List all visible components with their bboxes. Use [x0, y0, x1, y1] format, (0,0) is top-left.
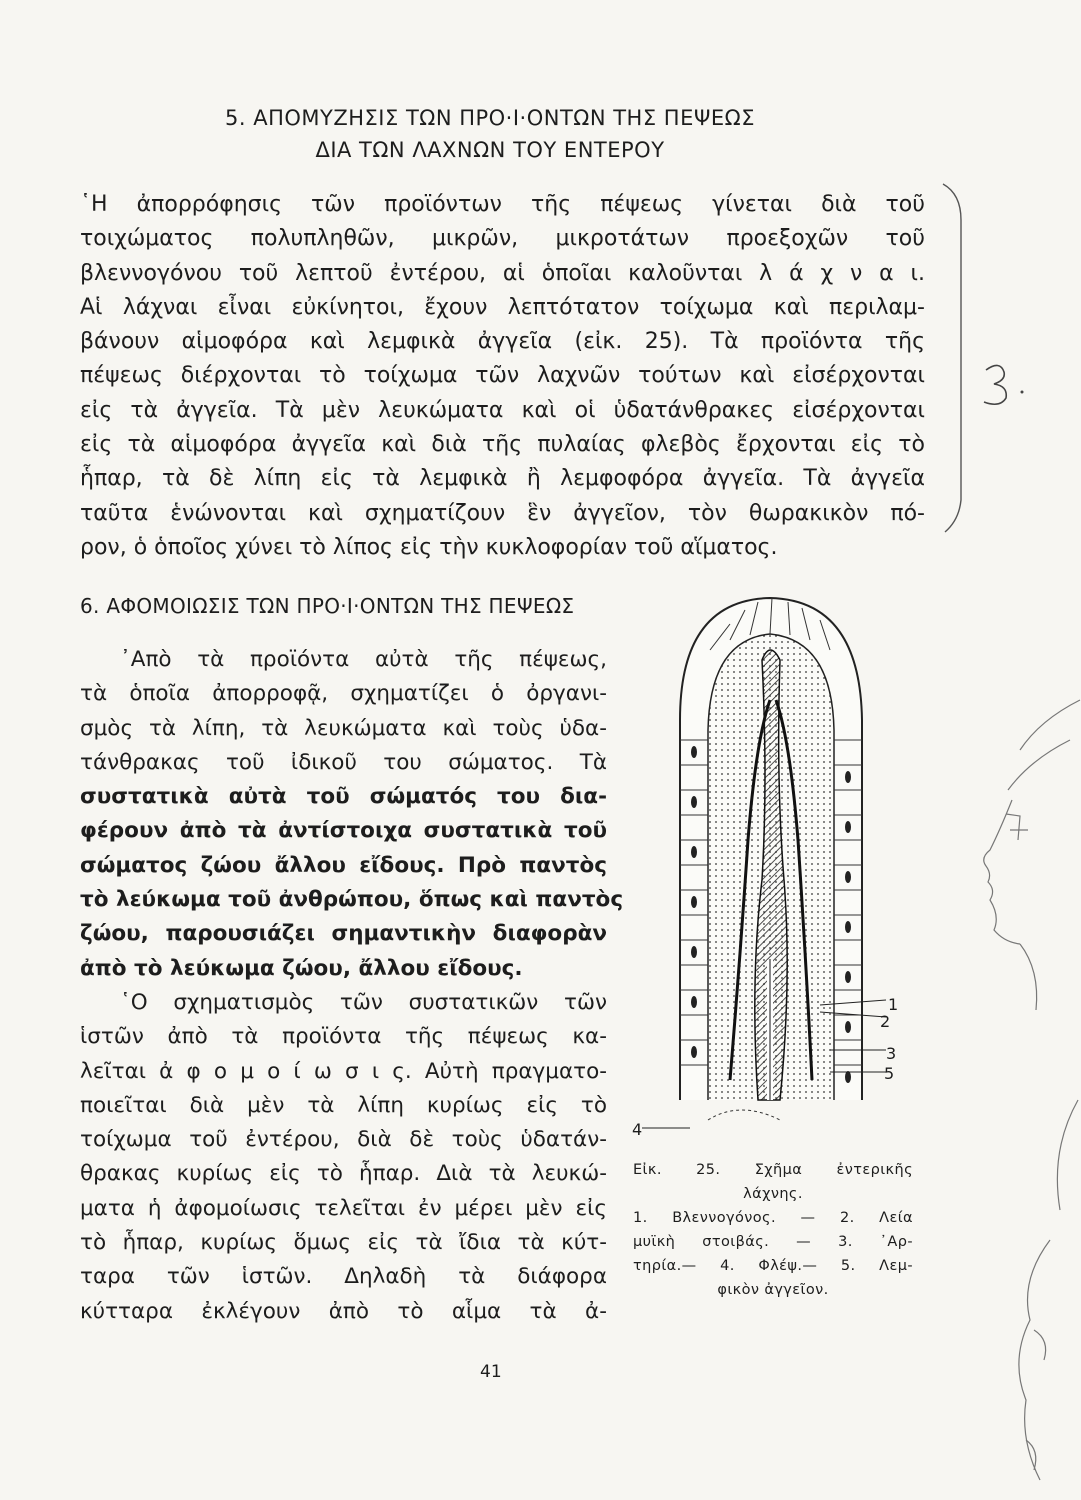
caption-line: 1. Βλεννογόνος. — 2. Λεία	[633, 1210, 913, 1226]
text-line: ἀπὸ τὸ λεύκωμα ζώου, ἄλλου εἴδους.	[80, 955, 523, 981]
section-6-title: 6. ΑΦΟΜΟΙΩΣΙΣ ΤΩΝ ΠΡΟ·Ι·ΟΝΤΩΝ ΤΗΣ ΠΕΨΕΩΣ	[80, 594, 575, 618]
text-line: τοίχωμα τοῦ ἐντέρου, διὰ δὲ τοὺς ὑδατάν-	[80, 1127, 607, 1153]
caption-line: λάχνης.	[743, 1186, 803, 1202]
text-line: σμὸς τὰ λίπη, τὰ λευκώματα καὶ τοὺς ὑδα-	[80, 715, 607, 741]
section-5-title-line-1: 5. ΑΠΟΜΥΖΗΣΙΣ ΤΩΝ ΠΡΟ·Ι·ΟΝΤΩΝ ΤΗΣ ΠΕΨΕΩΣ	[225, 106, 755, 130]
text-line: τὸ ἧπαρ, κυρίως ὅμως εἰς τὰ ἴδια τὰ κύτ-	[80, 1230, 607, 1256]
caption-line: φικὸν ἀγγεῖον.	[717, 1282, 829, 1298]
text-line: εἰς τὰ αἱμοφόρα ἀγγεῖα καὶ διὰ τῆς πυλαίας φλεβὸς ἔρχονται εἰς τὸ	[80, 432, 925, 458]
text-line: ἱστῶν ἀπὸ τὰ προϊόντα τῆς πέψεως κα-	[80, 1024, 607, 1050]
text-line: Αἱ λάχναι εἶναι εὐκίνητοι, ἔχουν λεπτότατον τοίχωμα καὶ περιλαμ-	[80, 294, 925, 320]
text-line: ρον, ὁ ὁποῖος χύνει τὸ λίπος εἰς τὴν κυκλοφορίαν τοῦ αἵματος.	[80, 534, 778, 560]
intestinal-villus-diagram	[630, 580, 920, 1140]
text-line: ποιεῖται διὰ μὲν τὰ λίπη κυρίως εἰς τὸ	[80, 1092, 607, 1118]
text-line: θρακας κυρίως εἰς τὸ ἧπαρ. Διὰ τὰ λευκώ-	[80, 1161, 607, 1187]
text-line: συστατικὰ αὐτὰ τοῦ σώματός του δια-	[80, 784, 607, 810]
section-6-paragraph	[80, 643, 624, 1329]
figure-label-2: 2	[880, 1012, 891, 1031]
text-line: ῾Ο σχηματισμὸς τῶν συστατικῶν τῶν	[120, 989, 607, 1015]
text-line: πέψεως διέρχονται τὸ τοίχωμα τῶν λαχνῶν τούτων καὶ εἰσέρχονται	[80, 363, 925, 389]
section-5-title-line-2: ΔΙΑ ΤΩΝ ΛΑΧΝΩΝ ΤΟΥ ΕΝΤΕΡΟΥ	[315, 138, 665, 162]
figure-label-4: 4	[632, 1120, 643, 1139]
figure-label-1: 1	[888, 995, 899, 1014]
figure-label-3: 3	[886, 1044, 897, 1063]
text-line: τὸ λεύκωμα τοῦ ἀνθρώπου, ὅπως καὶ παντὸς	[80, 887, 624, 913]
figure-caption	[633, 1158, 913, 1302]
pencil-profile-sketch	[960, 680, 1081, 1500]
text-line: βλεννογόνου τοῦ λεπτοῦ ἐντέρου, αἱ ὁποῖαι καλοῦνται λ ά χ ν α ι.	[80, 260, 925, 286]
text-line: ῾Η ἀπορρόφησις τῶν προϊόντων τῆς πέψεως γίνεται διὰ τοῦ	[80, 192, 925, 217]
text-line: ματα ἡ ἀφομοίωσις τελεῖται ἐν μέρει μὲν εἰς	[80, 1195, 607, 1221]
text-line: ἧπαρ, τὰ δὲ λίπη εἰς τὰ λεμφικὰ ἢ λεμφοφόρα ἀγγεῖα. Τὰ ἀγγεῖα	[80, 466, 925, 492]
text-line: σώματος ζώου ἄλλου εἴδους. Πρὸ παντὸς	[80, 852, 607, 878]
text-line: ταρα τῶν ἱστῶν. Δηλαδὴ τὰ διάφορα	[80, 1264, 607, 1290]
caption-line: μυϊκὴ στοιβάς. — 3. ᾿Αρ-	[633, 1234, 913, 1250]
text-line: ζώου, παρουσιάζει σημαντικὴν διαφορὰν	[80, 921, 607, 947]
text-line: τοιχώματος πολυπληθῶν, μικρῶν, μικροτάτων προεξοχῶν τοῦ	[80, 226, 925, 252]
caption-line: τηρία.— 4. Φλέψ.— 5. Λεμ-	[633, 1258, 913, 1274]
text-line: τάνθρακας τοῦ ἰδικοῦ του σώματος. Τὰ	[80, 749, 607, 775]
page-number: 41	[480, 1362, 502, 1382]
text-line: ταῦτα ἑνώνονται καὶ σχηματίζουν ἓν ἀγγεῖον, τὸν θωρακικὸν πό-	[80, 500, 925, 526]
caption-line: Εἰκ. 25. Σχῆμα ἐντερικῆς	[633, 1162, 913, 1178]
section-5-paragraph	[80, 188, 925, 565]
text-line: φέρουν ἀπὸ τὰ ἀντίστοιχα συστατικὰ τοῦ	[80, 818, 607, 844]
text-line: λεῖται ἀ φ ο μ ο ί ω σ ι ς. Αὐτὴ πραγματο-	[80, 1058, 607, 1084]
margin-note-numeral	[980, 360, 1030, 410]
figure-label-5: 5	[884, 1064, 895, 1083]
text-line: κύτταρα ἐκλέγουν ἀπὸ τὸ αἷμα τὰ ἀ-	[80, 1298, 607, 1324]
text-line: τὰ ὁποῖα ἀπορροφᾷ, σχηματίζει ὁ ὀργανι-	[80, 681, 607, 707]
text-line: εἰς τὰ ἀγγεῖα. Τὰ μὲν λευκώματα καὶ οἱ ὑδατάνθρακες εἰσέρχονται	[80, 397, 925, 423]
text-line: ᾿Απὸ τὰ προϊόντα αὐτὰ τῆς πέψεως,	[120, 647, 607, 672]
text-line: βάνουν αἱμοφόρα καὶ λεμφικὰ ἀγγεῖα (εἰκ. 25). Τὰ προϊόντα τῆς	[80, 329, 925, 355]
